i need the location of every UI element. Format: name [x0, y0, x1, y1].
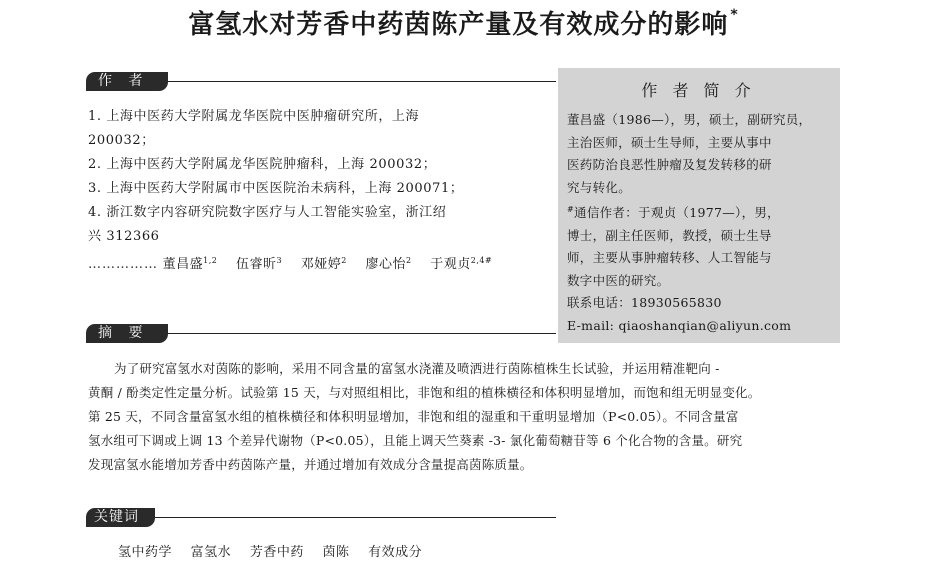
affiliation-line: 兴 312366 [88, 229, 160, 244]
abstract-line: 黄酮 / 酚类定性定量分析。试验第 15 天，与对照组相比，非饱和组的植株横径和体积明显增加，而饱和组无明显变化。 [88, 385, 761, 400]
keyword: 富氢水 [190, 545, 232, 560]
abstract-line: 第 25 天，不同含量富氢水组的植株横径和体积明显增加，非饱和组的湿重和干重明显增加（P<0.05）。不同含量富 [88, 409, 739, 424]
bio-line: #通信作者：于观贞（1977—），男， [567, 205, 780, 220]
title-footnote-mark: * [730, 7, 739, 23]
bio-line: 董昌盛（1986—），男，硕士，副研究员， [567, 112, 812, 127]
affiliation-line: 1. 上海中医药大学附属龙华医院中医肿瘤研究所，上海 [88, 109, 420, 124]
affiliation-line: 200032； [88, 133, 155, 148]
abstract-line: 氢水组可下调或上调 13 个差异代谢物（P<0.05），且能上调天竺葵素 -3- 氯化葡萄糖苷等 6 个化合物的含量。研究 [88, 433, 743, 448]
paper-title: 富氢水对芳香中药茵陈产量及有效成分的影响 * [188, 7, 739, 40]
author-name: 伍睿昕$^3$ [236, 256, 283, 272]
keyword: 茵陈 [322, 545, 350, 560]
abstract-line: 为了研究富氢水对茵陈的影响，采用不同含量的富氢水浇灌及喷洒进行茵陈植株生长试验，并运用精准靶向 - [114, 361, 720, 376]
affiliation-line: 2. 上海中医药大学附属龙华医院肿瘤科，上海 200032； [88, 157, 437, 172]
affiliations [88, 105, 538, 277]
abstract-section-header [86, 324, 556, 343]
bio-line: 主治医师，硕士生导师，主要从事中 [567, 134, 772, 150]
authors-heading: 作 者 [86, 72, 168, 91]
abstract-body [88, 357, 840, 477]
corresponding-mark: # [567, 205, 575, 214]
keyword: 芳香中药 [249, 545, 304, 560]
abstract-heading: 摘 要 [86, 324, 168, 343]
author-bio-body [567, 109, 830, 337]
bio-line: 博士，副主任医师，教授，硕士生导 [567, 227, 772, 243]
keyword: 氢中药学 [118, 545, 173, 560]
bio-line: 数字中医的研究。 [567, 272, 670, 288]
keyword: 有效成分 [368, 545, 423, 560]
authors-section-header [86, 72, 556, 91]
bio-line: 医药防治良恶性肿瘤及复发转移的研 [567, 157, 772, 172]
affiliation-line: 3. 上海中医药大学附属市中医医院治未病科，上海 200071； [88, 181, 464, 196]
contact-phone: 联系电话：18930565830 [567, 295, 722, 310]
bio-line: 究与转化。 [567, 179, 632, 195]
keywords-section-header [86, 508, 556, 527]
abstract-line: 发现富氢水能增加芳香中药茵陈产量，并通过增加有效成分含量提高茵陈质量。 [88, 457, 533, 472]
affiliation-line: 4. 浙江数字内容研究院数字医疗与人工智能实验室，浙江绍 [88, 205, 447, 220]
author-list [88, 249, 538, 277]
author-name: 邓娅婷$^2$ [300, 256, 347, 272]
author-bio-box [558, 68, 840, 343]
author-name: 于观贞$^{2,4\#}$ [430, 256, 493, 272]
author-bio-heading: 作 者 简 介 [641, 81, 756, 100]
keyword-list [118, 541, 436, 560]
contact-email[interactable]: E-mail: qiaoshanqian@aliyun.com [567, 317, 792, 333]
author-leader-dots: …………… [88, 257, 158, 272]
keywords-heading: 关键词 [86, 508, 155, 527]
author-name: 廖心怡$^2$ [365, 256, 412, 272]
bio-line: 师，主要从事肿瘤转移、人工智能与 [567, 250, 772, 265]
author-name: 董昌盛$^{1,2}$ [162, 256, 218, 272]
